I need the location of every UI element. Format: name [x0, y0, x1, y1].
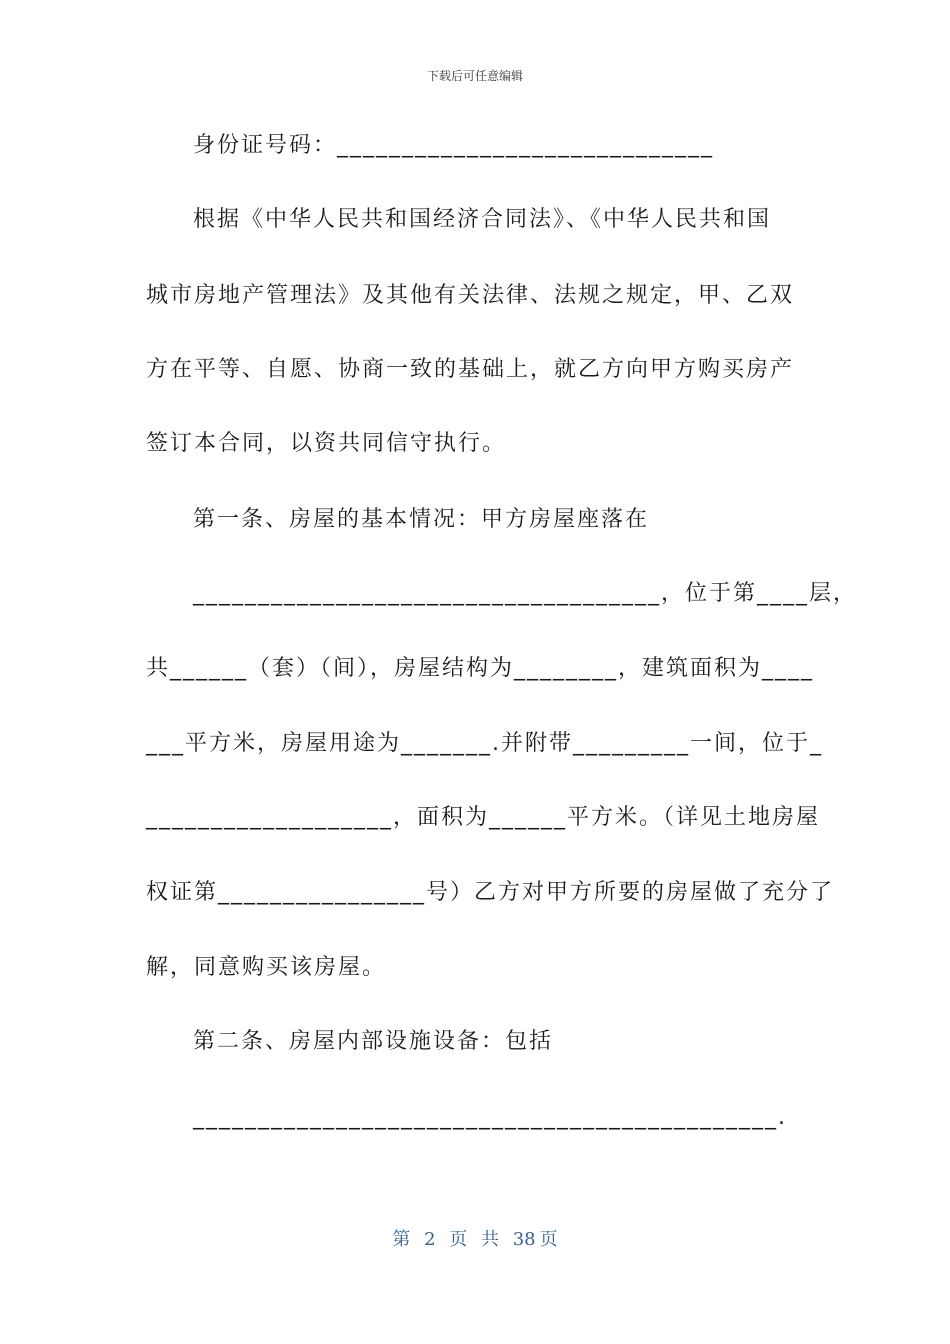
total-unit: 页	[539, 1229, 558, 1250]
paragraph-line: ____________________________________，位于第____层，	[193, 581, 858, 606]
paragraph-line: ___平方米，房屋用途为_______.并附带_________一间，位于_	[146, 731, 823, 756]
page-footer	[0, 1225, 950, 1251]
id-number-line: 身份证号码：_____________________________	[193, 133, 715, 158]
article-1-heading: 第一条、房屋的基本情况：甲方房屋座落在	[193, 507, 650, 532]
page-label: 第	[392, 1229, 411, 1250]
total-pages: 38	[512, 1229, 536, 1250]
paragraph-line: 签订本合同，以资共同信守执行。	[146, 431, 507, 456]
paragraph-line: 方在平等、自愿、协商一致的基础上，就乙方向甲方购买房产	[146, 357, 795, 382]
page-header-note: 下载后可任意编辑	[426, 69, 523, 83]
paragraph-line: 城市房地产管理法》及其他有关法律、法规之规定，甲、乙双	[146, 283, 795, 308]
paragraph-line: 共______（套）（间），房屋结构为________，建筑面积为____	[146, 656, 815, 681]
paragraph-line: _____________________________________________.	[193, 1105, 787, 1130]
total-label: 共	[481, 1229, 499, 1250]
paragraph-line: 根据《中华人民共和国经济合同法》、《中华人民共和国	[193, 207, 772, 232]
page-unit: 页	[449, 1229, 468, 1250]
paragraph-line: 权证第________________号）乙方对甲方所要的房屋做了充分了	[146, 880, 835, 905]
paragraph-line: ___________________，面积为______平方米。（详见土地房屋	[146, 805, 821, 830]
page-number: 2	[424, 1229, 436, 1250]
article-2-heading: 第二条、房屋内部设施设备：包括	[193, 1029, 554, 1054]
paragraph-line: 解，同意购买该房屋。	[146, 955, 387, 980]
